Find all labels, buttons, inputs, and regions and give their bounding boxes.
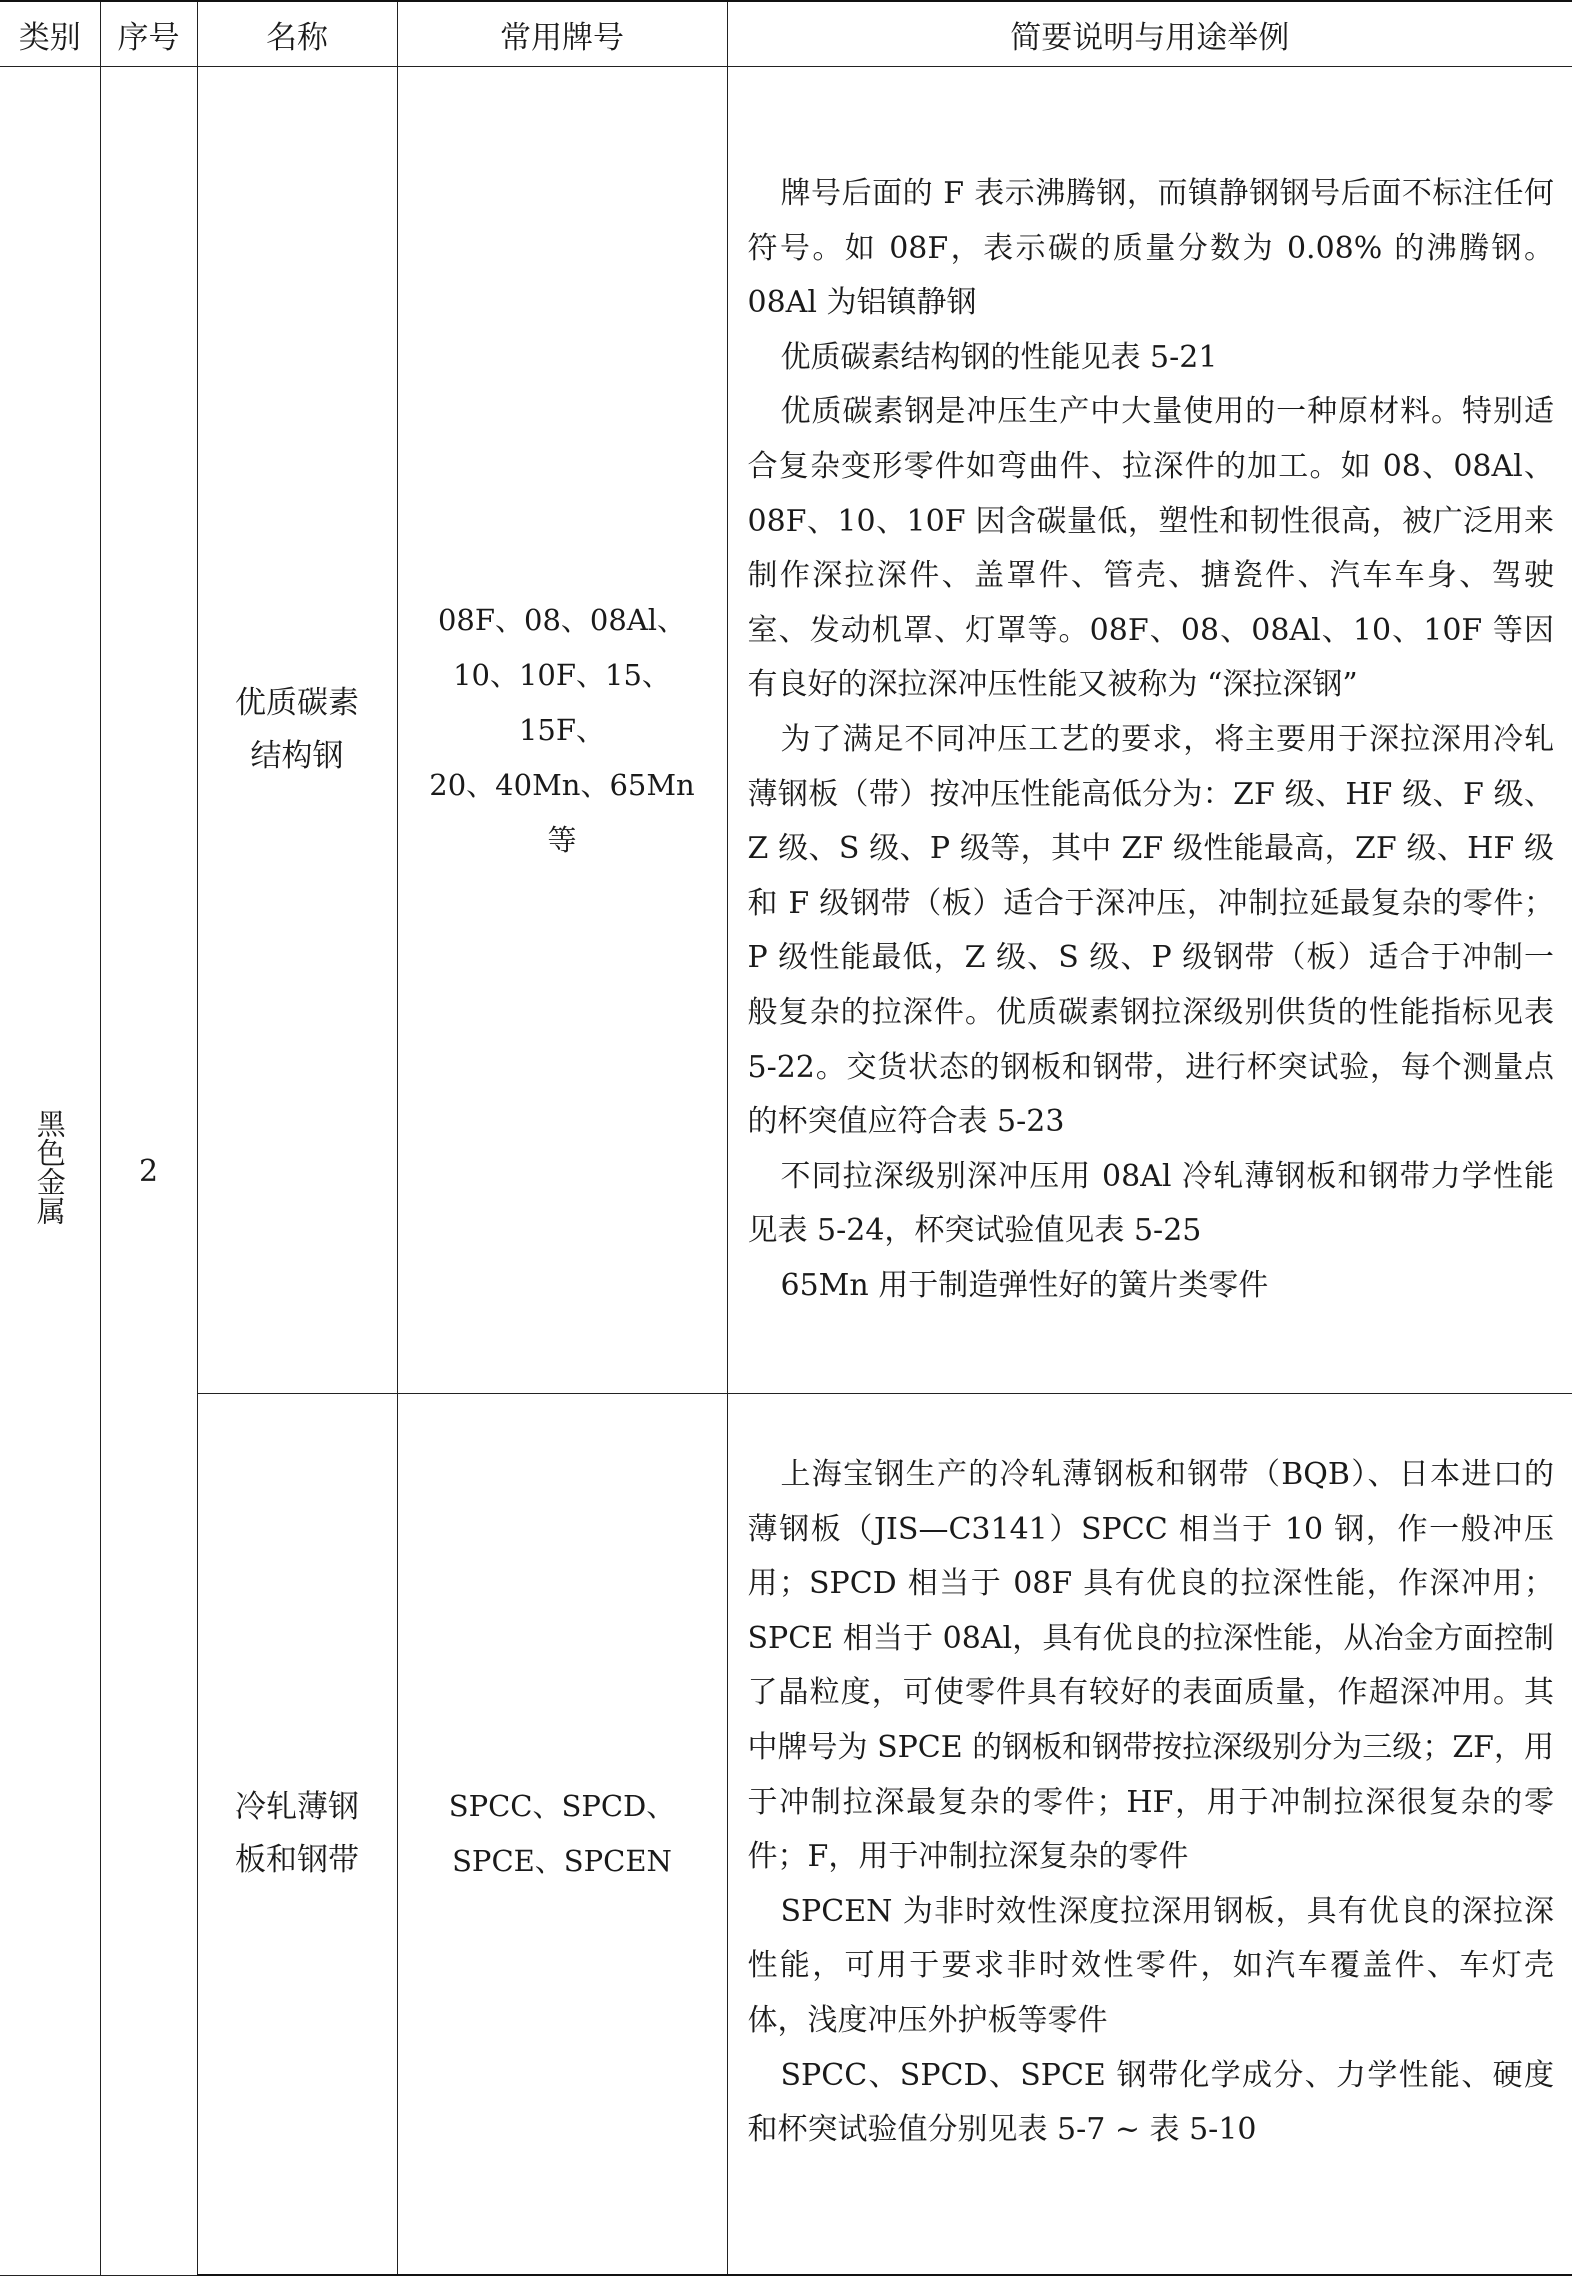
description-paragraph: SPCC、SPCD、SPCE 钢带化学成分、力学性能、硬度和杯突试验值分别见表 5-7 ~ 表 5-10 — [747, 2057, 1554, 2148]
index-cell — [100, 67, 197, 2276]
grades-cell — [397, 1394, 727, 2276]
header-grades: 常用牌号 — [397, 1, 727, 67]
index-text: 2 — [138, 1153, 159, 1189]
category-text: 黑色金属 — [32, 1108, 67, 1225]
description-paragraph: 为了满足不同冲压工艺的要求，将主要用于深拉深用冷轧薄钢板（带）按冲压性能高低分为：ZF 级、HF 级、F 级、Z 级、S 级、P 级等，其中 ZF 级性能最高，ZF 级、HF 级和 F 级钢带（板）适合于深冲压，冲制拉延最复杂的零件；P 级性能最低，Z 级、S 级、P 级钢带（板）适合于冲制一般复杂的拉深件。优质碳素钢拉深级别供货的性能指标见表 5-22。交货状态的钢板和钢带，进行杯突试验，每个测量点的杯突值应符合表 5-23 — [747, 721, 1554, 1140]
table-row — [0, 1394, 1572, 2276]
material-name: 冷轧薄钢 板和钢带 — [235, 1789, 359, 1878]
description-paragraph: 优质碳素结构钢的性能见表 5-21 — [780, 339, 1218, 375]
description-paragraph: SPCEN 为非时效性深度拉深用钢板，具有优良的深拉深性能，可用于要求非时效性零件，如汽车覆盖件、车灯壳体，浅度冲压外护板等零件 — [747, 1893, 1554, 2038]
description-paragraph: 65Mn 用于制造弹性好的簧片类零件 — [780, 1267, 1269, 1303]
header-index: 序号 — [100, 1, 197, 67]
description-cell — [727, 1394, 1572, 2276]
description-cell — [727, 67, 1572, 1394]
grade-list: SPCC、SPCD、 SPCE、SPCEN — [448, 1789, 676, 1878]
name-cell — [197, 1394, 397, 2276]
header-row — [0, 1, 1572, 67]
header-category: 类别 — [0, 1, 100, 67]
description-paragraph: 上海宝钢生产的冷轧薄钢板和钢带（BQB）、日本进口的薄钢板（JIS—C3141）SPCC 相当于 10 钢，作一般冲压用；SPCD 相当于 08F 具有优良的拉深性能，作深冲用；SPCE 相当于 08Al，具有优良的拉深性能，从冶金方面控制了晶粒度，可使零件具有较好的表面质量，作超深冲用。其中牌号为 SPCE 的钢板和钢带按拉深级别分为三级；ZF，用于冲制拉深最复杂的零件；HF，用于冲制拉深很复杂的零件；F，用于冲制拉深复杂的零件 — [747, 1457, 1554, 1875]
header-name: 名称 — [197, 1, 397, 67]
header-description: 简要说明与用途举例 — [727, 1, 1572, 67]
grades-cell — [397, 67, 727, 1394]
description-paragraph: 牌号后面的 F 表示沸腾钢，而镇静钢钢号后面不标注任何符号。如 08F，表示碳的质量分数为 0.08% 的沸腾钢。08Al 为铝镇静钢 — [747, 176, 1554, 321]
name-cell — [197, 67, 397, 1394]
material-name: 优质碳素 结构钢 — [235, 685, 359, 774]
description-paragraph: 不同拉深级别深冲压用 08Al 冷轧薄钢板和钢带力学性能见表 5-24，杯突试验值见表 5-25 — [747, 1158, 1554, 1249]
description-paragraph: 优质碳素钢是冲压生产中大量使用的一种原材料。特别适合复杂变形零件如弯曲件、拉深件的加工。如 08、08Al、08F、10、10F 因含碳量低，塑性和韧性很高，被广泛用来制作深拉深件、盖罩件、管壳、搪瓷件、汽车车身、驾驶室、发动机罩、灯罩等。08F、08、08Al、10、10F 等因有良好的深拉深冲压性能又被称为 “深拉深钢” — [747, 394, 1554, 703]
grade-list: 08F、08、08Al、 10、10F、15、15F、 20、40Mn、65Mn 等 — [429, 602, 695, 857]
category-cell — [0, 67, 100, 2276]
table-row — [0, 67, 1572, 1394]
